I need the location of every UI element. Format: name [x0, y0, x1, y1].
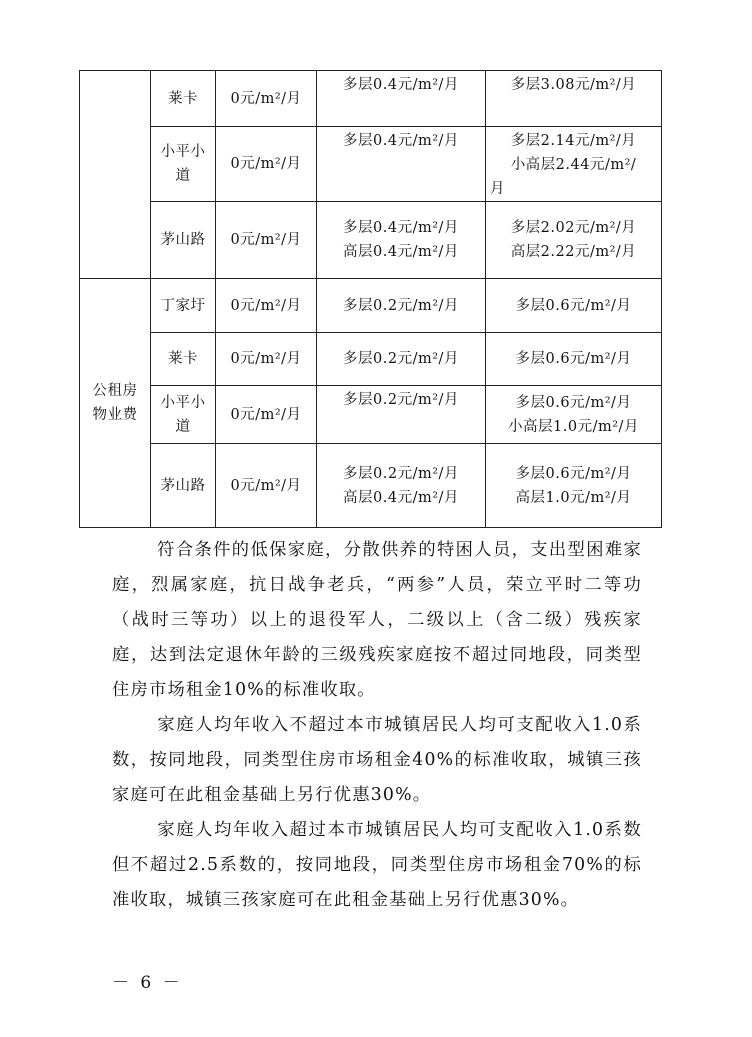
price-cell: 多层0.6元/m²/月 小高层1.0元/m²/月 [486, 386, 662, 444]
price-cell: 0元/m²/月 [216, 386, 317, 444]
price-cell: 多层0.2元/m²/月 高层0.4元/m²/月 [317, 444, 486, 528]
price-cell: 多层0.2元/m²/月 [317, 279, 486, 333]
price-cell: 0元/m²/月 [216, 202, 317, 279]
price-cell: 多层0.4元/m²/月 高层0.4元/m²/月 [317, 202, 486, 279]
price-cell: 0元/m²/月 [216, 71, 317, 127]
price-cell: 多层0.6元/m²/月 [486, 333, 662, 386]
paragraph: 符合条件的低保家庭，分散供养的特困人员，支出型困难家庭，烈属家庭，抗日战争老兵，“两参”人员，荣立平时二等功（战时三等功）以上的退役军人，二级以上（含二级）残疾家庭，达到法定退休年龄的三级残疾家庭按不超过同地段，同类型住房市场租金10%的标准收取。 [112, 540, 642, 700]
price-cell: 0元/m²/月 [216, 127, 317, 202]
fee-table [79, 70, 662, 528]
table-row [80, 444, 662, 528]
table-row [80, 333, 662, 386]
category-cell: 公租房 物业费 [80, 279, 151, 528]
category-cell-empty [80, 71, 151, 279]
table-row [80, 386, 662, 444]
paragraph: 家庭人均年收入不超过本市城镇居民人均可支配收入1.0系数，按同地段，同类型住房市场租金40%的标准收取，城镇三孩家庭可在此租金基础上另行优惠30%。 [112, 715, 642, 805]
paragraph: 家庭人均年收入超过本市城镇居民人均可支配收入1.0系数但不超过2.5系数的，按同地段，同类型住房市场租金70%的标准收取，城镇三孩家庭可在此租金基础上另行优惠30%。 [112, 820, 642, 910]
location-cell: 茅山路 [151, 444, 216, 528]
location-cell: 茅山路 [151, 202, 216, 279]
price-cell: 多层2.02元/m²/月 高层2.22元/m²/月 [486, 202, 662, 279]
price-cell: 多层0.2元/m²/月 [317, 386, 486, 444]
table-row [80, 71, 662, 127]
location-cell: 莱卡 [151, 333, 216, 386]
page-number: － 6 － [112, 973, 183, 993]
price-cell: 多层0.2元/m²/月 [317, 333, 486, 386]
location-cell: 丁家圩 [151, 279, 216, 333]
price-cell: 0元/m²/月 [216, 279, 317, 333]
price-cell: 0元/m²/月 [216, 333, 317, 386]
price-cell: 多层0.4元/m²/月 [317, 71, 486, 127]
price-cell: 多层3.08元/m²/月 [486, 71, 662, 127]
price-cell: 多层0.6元/m²/月 高层1.0元/m²/月 [486, 444, 662, 528]
price-cell: 0元/m²/月 [216, 444, 317, 528]
location-cell: 小平小 道 [151, 127, 216, 202]
table-row [80, 127, 662, 202]
location-cell: 莱卡 [151, 71, 216, 127]
price-cell: 多层2.14元/m²/月 小高层2.44元/m²/ 月 [486, 127, 662, 202]
table-row [80, 202, 662, 279]
price-cell: 多层0.4元/m²/月 [317, 127, 486, 202]
location-cell: 小平小 道 [151, 386, 216, 444]
table-row [80, 279, 662, 333]
price-cell: 多层0.6元/m²/月 [486, 279, 662, 333]
